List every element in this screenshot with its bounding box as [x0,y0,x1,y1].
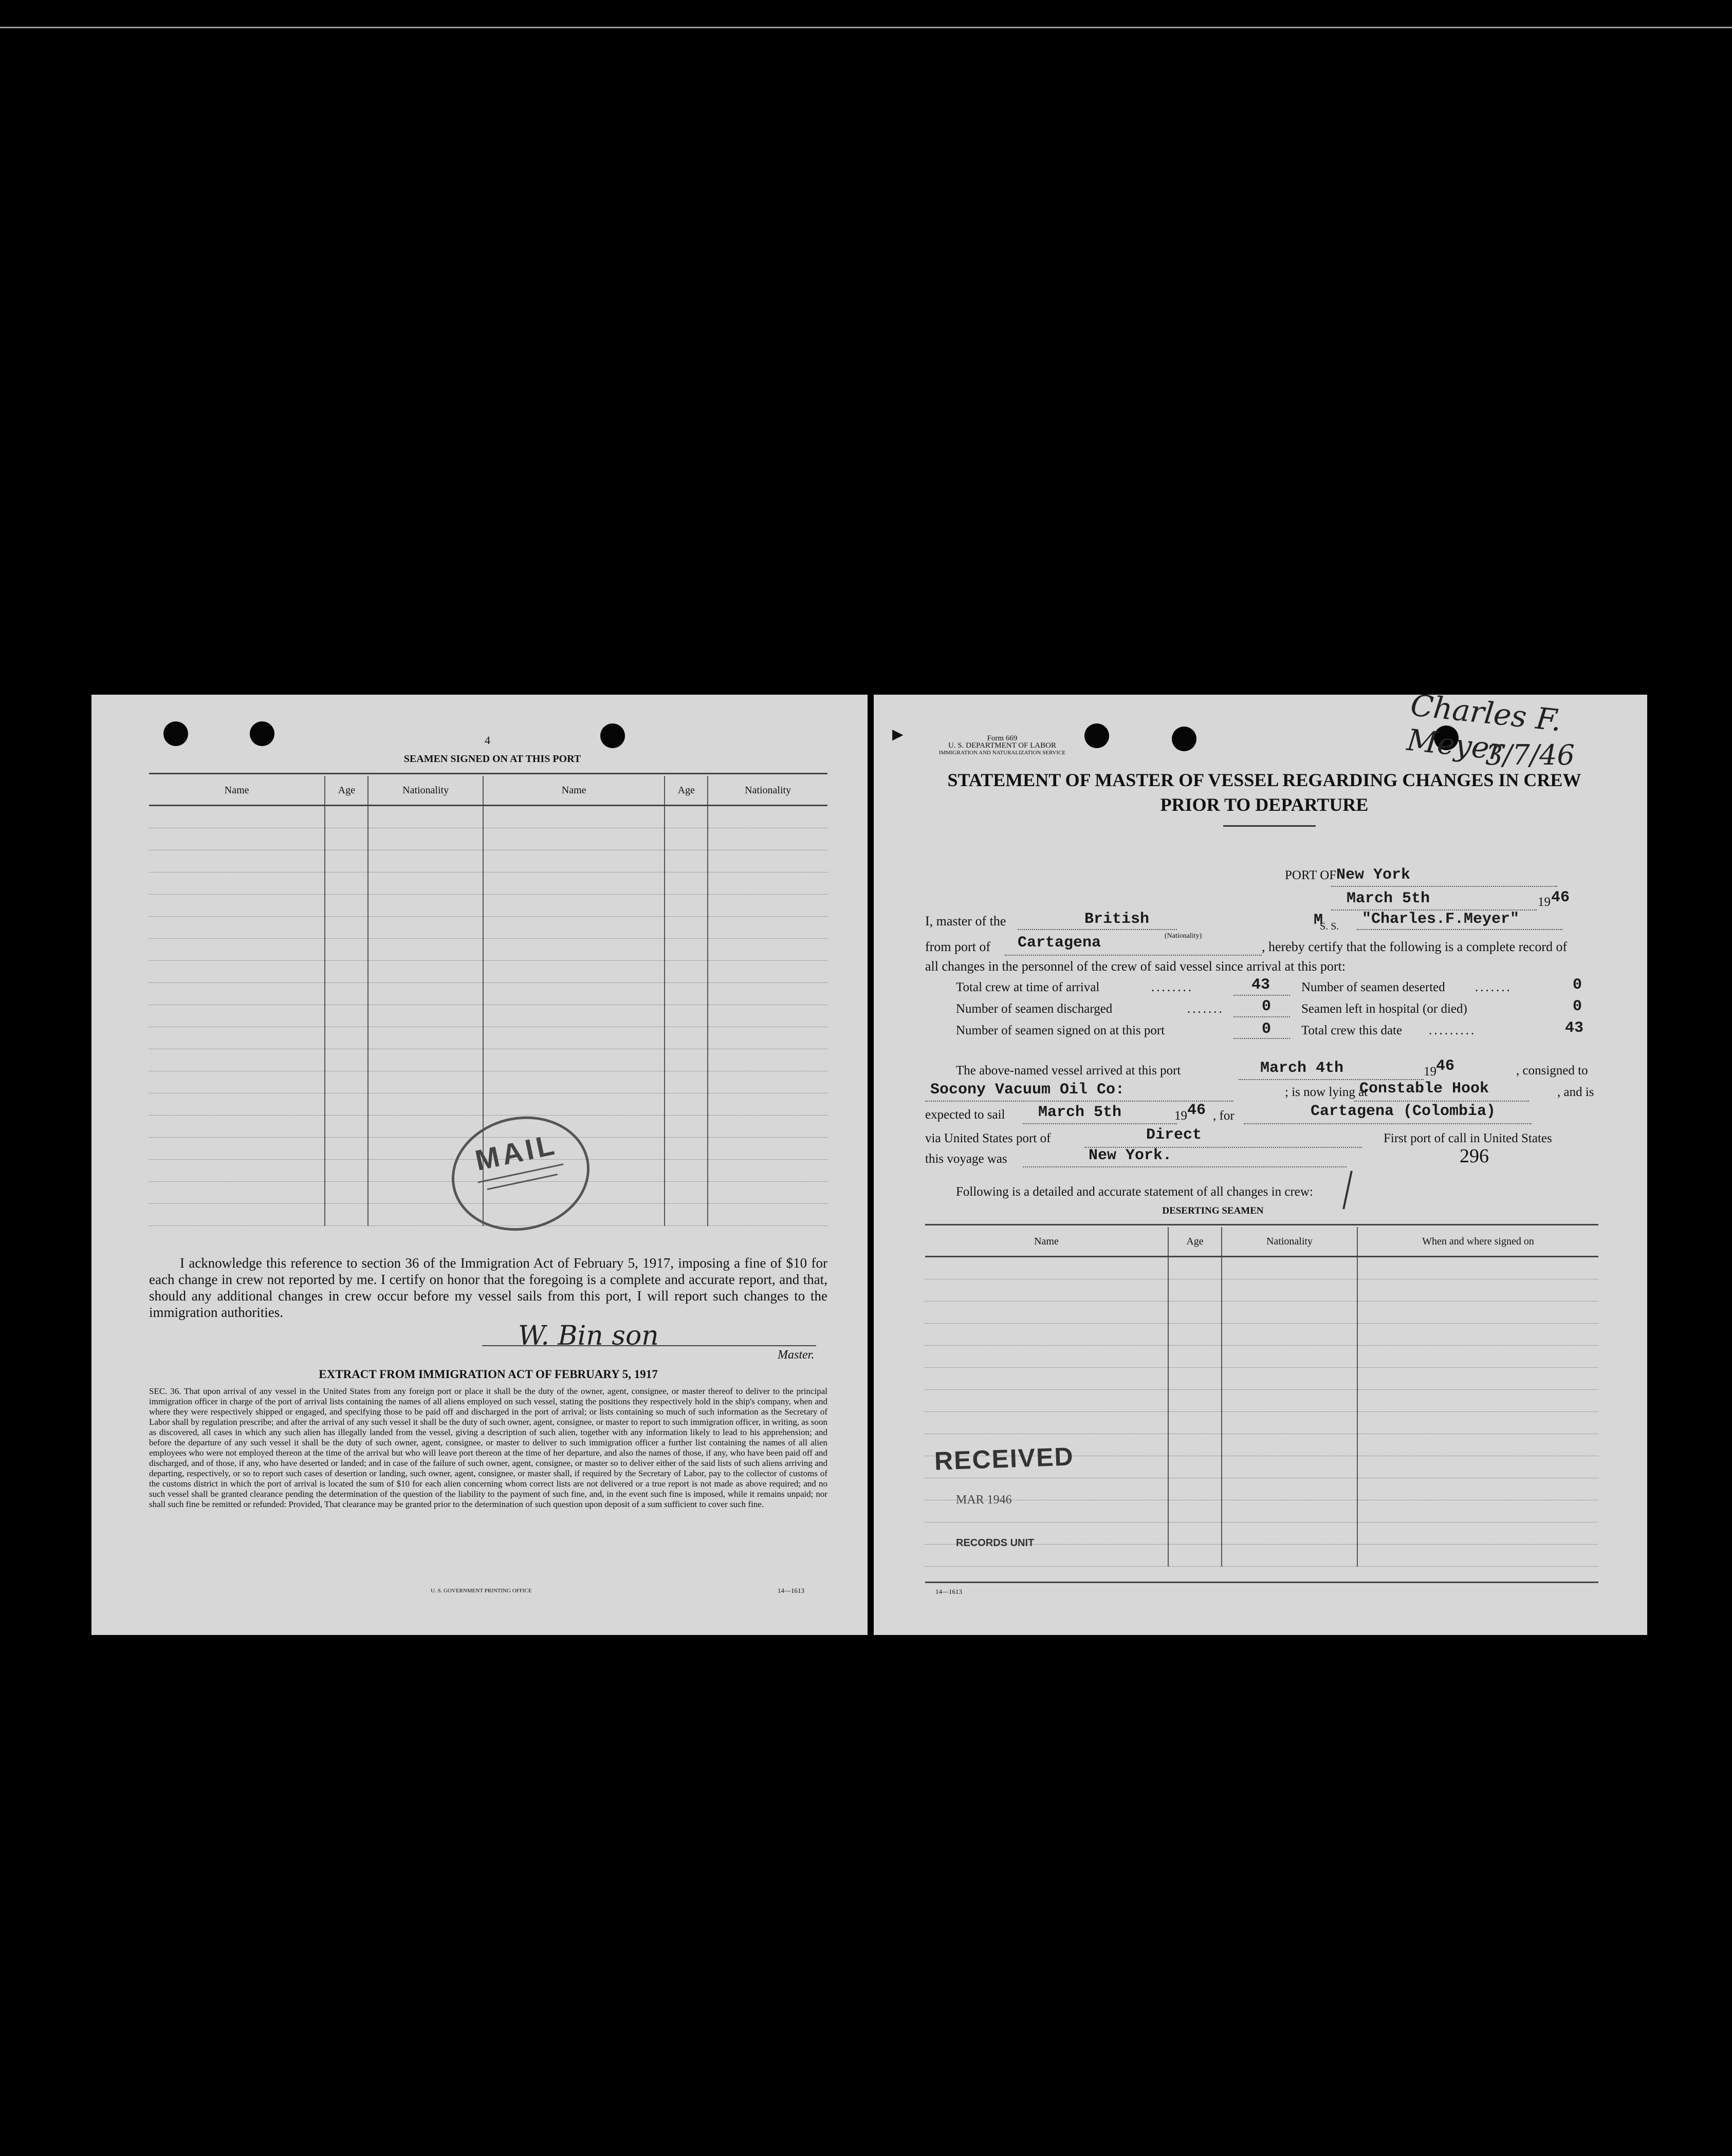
table-cell [708,895,827,917]
table-cell [1222,1279,1357,1302]
arrived-year: 46 [1436,1057,1455,1075]
table-row [149,872,827,895]
ship-prefix-typed: M [1314,912,1323,929]
table-cell [325,1049,368,1071]
deserting-heading: DESERTING SEAMEN [1162,1205,1264,1216]
table-cell [708,850,827,872]
table-cell [1168,1545,1222,1567]
from-port-value: Cartagena [1018,934,1101,952]
right-page [874,687,1647,1635]
deserted-label: Number of seamen deserted [1301,980,1445,994]
table-cell [325,961,368,983]
table-cell [1168,1302,1222,1324]
table-cell [325,1138,368,1160]
table-cell [483,1005,665,1027]
ship-name-line [1357,929,1562,930]
sail-date: March 5th [1038,1104,1122,1121]
year-value: 46 [1551,889,1570,906]
extract-text: SEC. 36. That upon arrival of any vessel in the United States from any foreign port or place it shall be the duty of the owner, agent, consignee, or master thereof to deliver to the principal immigration officer in charge of the port of arrival lists containing the names of all aliens employed on such vessel, stating the positions they respectively hold in the ship's company, when and where they were respectively shipped or engaged, and specifying those to be paid off and discharged in the port of arrival; or lists containing so much of such information as the Secretary of Labor shall by regulation prescribe; and after the arrival of any such vessel it shall be the duty of such owner, agent, consignee, or master to report to such immigration officer, in writing, as soon as discovered, all cases in which any such alien has illegally landed from the vessel, giving a description of such alien, together with any information likely to lead to his apprehension; and before the departure of any such vessel it shall be the duty of such owner, agent, consignee, or master to deliver to such immigration officer a further list containing the names of all alien employees who were not employed thereon at the time of the arrival but who will leave port thereon at the time of her departure, and also the names of those, if any, who have been paid off and discharged, and of those, if any, who have deserted or landed; and in case of the failure of such owner, agent, consignee, or master so to deliver either of the said lists of such aliens arriving and departing, respectively, or so to report such cases of desertion or landing, such owner, agent, consignee, or master shall, if required by the Secretary of Labor, pay to the collector of customs of the customs district in which the port of arrival is located the sum of $10 for each alien concerning whom correct lists are not delivered or a true report is not made as above required; and no such vessel shall be granted clearance pending the determination of the question of the liability to the payment of such fine, and, in the event such fine is imposed, while it remains unpaid; nor shall such fine be remitted or refunded: Provided, That clearance may be granted prior to the determination of such question upon deposit of a sum sufficient to cover such fine. [149,1386,827,1509]
table-cell [149,872,325,895]
table-cell [368,850,483,872]
table-cell [665,872,708,895]
table-cell [1357,1522,1598,1545]
table-cell [149,1204,325,1226]
table-row [149,917,827,939]
table-cell [1357,1324,1598,1346]
table-top-rule [149,773,827,774]
nationality-value: British [1084,910,1150,928]
table-cell [483,806,665,828]
table-cell [149,939,325,961]
master-signature: W. Bin son [518,1321,659,1351]
arrived-value: March 4th [1260,1060,1344,1077]
stat-line [1233,1016,1290,1017]
table-cell [368,1005,483,1027]
table-cell [1222,1500,1357,1522]
column-header: Name [149,776,325,806]
first-port-value: New York. [1089,1147,1172,1164]
table-cell [1222,1368,1357,1390]
column-header: When and where signed on [1357,1227,1598,1257]
total-crew-arrival-label: Total crew at time of arrival [956,980,1100,994]
table-cell [325,983,368,1005]
table-cell [665,1071,708,1093]
sail-year-prefix: 19 [1174,1109,1187,1123]
table-row [149,1027,827,1049]
table-cell [325,1071,368,1093]
table-row [149,939,827,961]
table-cell [665,917,708,939]
total-crew-arrival: 43 [1251,976,1270,994]
acknowledgement-text: I acknowledge this reference to section 36 of the Immigration Act of February 5, 1917, imposing a fine of $10 for each change in crew not reported by me. I certify on honor that the foregoing is a complete and accurate report, and that, should any additional changes in crew occur before my vessel sails from this port, I will report such changes to the immigration authorities. [149,1255,827,1320]
column-header: Name [925,1227,1168,1257]
this-voyage-label: this voyage was [925,1152,1007,1166]
table-cell [149,1027,325,1049]
following-text: Following is a detailed and accurate statement of all changes in crew: [956,1185,1313,1199]
signed-on-label: Number of seamen signed on at this port [956,1024,1165,1037]
arrived-label: The above-named vessel arrived at this port [956,1064,1181,1077]
table-cell [1222,1412,1357,1434]
table-cell [1222,1324,1357,1346]
discharged-value: 0 [1262,998,1272,1015]
signed-on-heading: SEAMEN SIGNED ON AT THIS PORT [403,753,581,765]
leader-dots: ....... [1475,980,1512,994]
table-cell [925,1346,1168,1368]
sail-year: 46 [1187,1102,1206,1119]
title-line-1: STATEMENT OF MASTER OF VESSEL REGARDING CHANGES IN CREW [947,770,1581,790]
table-cell [483,872,665,895]
table-cell [1168,1456,1222,1478]
table-cell [483,1027,665,1049]
table-cell [368,828,483,850]
table-cell [665,939,708,961]
table-cell [708,961,827,983]
table-cell [149,1093,325,1116]
column-header: Name [483,776,665,806]
total-today-label: Total crew this date [1301,1024,1403,1037]
number-296: 296 [1460,1145,1489,1167]
table-cell [665,1138,708,1160]
check-mark [1342,1170,1353,1209]
table-cell [149,1160,325,1182]
hospital-value: 0 [1573,998,1582,1015]
leader-dots: ....... [1187,1002,1224,1016]
leader-dots: ......... [1429,1024,1477,1037]
table-cell [1357,1478,1598,1500]
table-cell [1222,1478,1357,1500]
table-cell [665,1204,708,1226]
table-cell [368,983,483,1005]
table-cell [149,983,325,1005]
punch-hole [600,723,625,748]
lying-line [1354,1101,1529,1102]
date-value: March 5th [1347,890,1430,907]
table-cell [1168,1522,1222,1545]
table-row [149,983,827,1005]
hospital-label: Seamen left in hospital (or died) [1301,1002,1467,1016]
table-cell [1168,1434,1222,1456]
deserted-value: 0 [1573,976,1582,994]
ship-prefix-printed: S. S. [1320,921,1339,932]
table-row [925,1412,1598,1434]
table-cell [1168,1324,1222,1346]
table-cell [665,961,708,983]
department: U. S. DEPARTMENT OF LABOR [948,741,1056,750]
table-cell [483,828,665,850]
stamp-rule [487,1174,558,1190]
table-cell [708,828,827,850]
table-row [925,1279,1598,1302]
table-cell [483,1049,665,1071]
table-cell [665,850,708,872]
table-cell [1222,1434,1357,1456]
column-header: Nationality [368,776,483,806]
table-top-rule [925,1224,1598,1225]
table-cell [665,983,708,1005]
table-row [925,1302,1598,1324]
punch-hole [163,721,188,746]
consignee: Socony Vacuum Oil Co: [930,1081,1125,1099]
table-row [925,1368,1598,1390]
table-cell [149,850,325,872]
table-cell [1357,1545,1598,1567]
table-cell [1168,1500,1222,1522]
table-cell [1168,1346,1222,1368]
table-cell [925,1279,1168,1302]
certify-text: , hereby certify that the following is a complete record of [1262,939,1568,954]
table-cell [325,1027,368,1049]
form-code: 14—1613 [778,1587,804,1594]
table-cell [368,1027,483,1049]
first-port-line [1023,1166,1347,1167]
table-cell [149,1071,325,1093]
extract-heading: EXTRACT FROM IMMIGRATION ACT OF FEBRUARY 5, 1917 [319,1368,658,1381]
handwritten-date: 3/7/46 [1485,739,1575,771]
form-code: 14—1613 [935,1588,962,1595]
table-cell [925,1257,1168,1279]
table-cell [708,939,827,961]
signed-on-value: 0 [1262,1020,1272,1038]
table-cell [1222,1545,1357,1567]
and-is: , and is [1557,1085,1594,1099]
table-row [149,961,827,983]
table-cell [1357,1390,1598,1412]
port-line [1331,886,1557,887]
table-cell [708,806,827,828]
table-cell [483,850,665,872]
table-cell [325,1116,368,1138]
consigned-label: , consigned to [1516,1064,1588,1077]
table-cell [149,806,325,828]
table-cell [1222,1346,1357,1368]
table-bottom-rule [925,1582,1598,1583]
table-cell [708,1116,827,1138]
table-cell [1222,1390,1357,1412]
table-cell [925,1302,1168,1324]
table-cell [1357,1500,1598,1522]
table-cell [368,1116,483,1138]
table-cell [1222,1302,1357,1324]
destination: Cartagena (Colombia) [1311,1103,1496,1120]
column-header: Age [665,776,708,806]
table-cell [1168,1412,1222,1434]
nationality-line [1018,929,1177,930]
table-cell [1168,1390,1222,1412]
table-cell [708,1182,827,1204]
table-cell [149,961,325,983]
table-cell [708,1071,827,1093]
stat-line [1233,995,1290,996]
port-label: PORT OF [1285,868,1337,882]
arrived-year-prefix: 19 [1424,1065,1436,1079]
title-line-2: PRIOR TO DEPARTURE [1160,794,1369,815]
destination-line [1244,1123,1532,1124]
top-border-line [0,27,1732,28]
port-value: New York [1336,866,1411,884]
table-row [925,1346,1598,1368]
column-header: Age [325,776,368,806]
lying-value: Constable Hook [1359,1080,1489,1098]
discharged-label: Number of seamen discharged [956,1002,1113,1016]
table-cell [925,1324,1168,1346]
table-row [925,1478,1598,1500]
table-cell [368,1093,483,1116]
table-cell [325,1204,368,1226]
table-row [149,1049,827,1071]
table-cell [1168,1368,1222,1390]
nationality-caption: (Nationality) [1165,932,1202,940]
column-header: Age [1168,1227,1222,1257]
table-cell [1357,1279,1598,1302]
records-unit-stamp: RECORDS UNIT [956,1537,1035,1549]
table-cell [149,917,325,939]
table-cell [1222,1456,1357,1478]
leader-dots: ........ [1151,980,1193,994]
table-row [149,895,827,917]
table-cell [925,1368,1168,1390]
table-cell [665,1116,708,1138]
column-header: Nationality [1222,1227,1357,1257]
table-cell [368,1071,483,1093]
certify-text-2: all changes in the personnel of the crew of said vessel since arrival at this port: [925,959,1346,974]
table-cell [325,850,368,872]
deserting-table [925,1227,1598,1567]
table-cell [149,1182,325,1204]
table-cell [368,1049,483,1071]
table-cell [483,939,665,961]
page-number: 4 [485,734,490,747]
table-cell [708,917,827,939]
table-cell [325,828,368,850]
table-cell [708,1005,827,1027]
table-cell [665,1005,708,1027]
table-row [149,1093,827,1116]
deserting-rows [925,1257,1598,1567]
table-cell [325,1160,368,1182]
handwritten-name: Charles F. Meyer [1405,687,1563,768]
table-row [149,1071,827,1093]
table-cell [483,961,665,983]
punch-hole [1172,727,1196,751]
table-cell [708,872,827,895]
table-cell [325,917,368,939]
table-cell [708,1204,827,1226]
table-row [149,828,827,850]
table-cell [368,806,483,828]
title-rule [1223,825,1316,827]
table-cell [325,806,368,828]
table-row [925,1500,1598,1522]
table-cell [483,983,665,1005]
via-label: via United States port of [925,1131,1051,1145]
service: IMMIGRATION AND NATURALIZATION SERVICE [938,750,1066,756]
table-cell [149,1049,325,1071]
left-page [91,695,868,1635]
table-cell [149,895,325,917]
table-cell [708,983,827,1005]
table-cell [665,1027,708,1049]
table-row [925,1257,1598,1279]
table-cell [368,917,483,939]
table-cell [1357,1368,1598,1390]
form-number: Form 669 [987,734,1018,742]
table-cell [368,961,483,983]
table-cell [149,828,325,850]
table-cell [1357,1257,1598,1279]
table-cell [325,1182,368,1204]
table-row [925,1324,1598,1346]
table-cell [1357,1302,1598,1324]
master-label: Master. [778,1348,815,1362]
table-cell [665,1160,708,1182]
table-cell [1168,1257,1222,1279]
received-stamp: RECEIVED [934,1442,1075,1476]
ship-name: "Charles.F.Meyer" [1362,910,1520,928]
table-row [149,806,827,828]
table-cell [325,1005,368,1027]
from-port-label: from port of [925,939,991,954]
table-cell [665,895,708,917]
table-cell [368,895,483,917]
table-cell [1357,1456,1598,1478]
table-cell [708,1093,827,1116]
year-prefix: 19 [1538,895,1551,909]
table-cell [665,828,708,850]
table-cell [368,939,483,961]
table-cell [1168,1279,1222,1302]
first-port-label: First port of call in United States [1384,1131,1552,1145]
table-cell [1357,1434,1598,1456]
table-cell [665,1182,708,1204]
table-cell [925,1412,1168,1434]
for-label: , for [1213,1109,1234,1123]
received-date: MAR 1946 [956,1493,1012,1507]
expected-label: expected to sail [925,1108,1005,1122]
table-row [925,1390,1598,1412]
table-row [149,850,827,872]
master-of-label: I, master of the [925,914,1006,928]
from-port-line [1005,955,1262,956]
table-cell [483,895,665,917]
table-cell [149,1116,325,1138]
table-cell [1222,1257,1357,1279]
table-cell [665,806,708,828]
table-row [149,1005,827,1027]
table-cell [368,872,483,895]
via-value: Direct [1146,1126,1202,1144]
table-cell [708,1138,827,1160]
table-cell [1357,1412,1598,1434]
table-cell [1357,1346,1598,1368]
table-cell [925,1390,1168,1412]
table-cell [325,872,368,895]
lying-label: ; is now lying at [1285,1085,1368,1099]
arrow-mark: ▶ [892,727,904,742]
stamp-text: MAIL [472,1127,560,1177]
table-cell [483,917,665,939]
table-cell [708,1160,827,1182]
table-cell [325,1093,368,1116]
printer-line: U. S. GOVERNMENT PRINTING OFFICE [431,1588,532,1594]
stat-line [1233,1038,1290,1039]
table-cell [1168,1478,1222,1500]
punch-hole [250,721,274,746]
table-cell [665,1093,708,1116]
form-header [905,735,1100,756]
table-cell [149,1005,325,1027]
table-cell [483,1093,665,1116]
table-cell [149,1138,325,1160]
table-cell [325,939,368,961]
table-cell [1222,1522,1357,1545]
column-header: Nationality [708,776,827,806]
signature-line [482,1345,816,1346]
sail-date-line [1023,1123,1177,1124]
table-cell [325,895,368,917]
total-today-value: 43 [1565,1019,1584,1037]
table-cell [483,1071,665,1093]
table-cell [665,1049,708,1071]
table-cell [708,1049,827,1071]
table-cell [708,1027,827,1049]
form-title [905,768,1624,817]
